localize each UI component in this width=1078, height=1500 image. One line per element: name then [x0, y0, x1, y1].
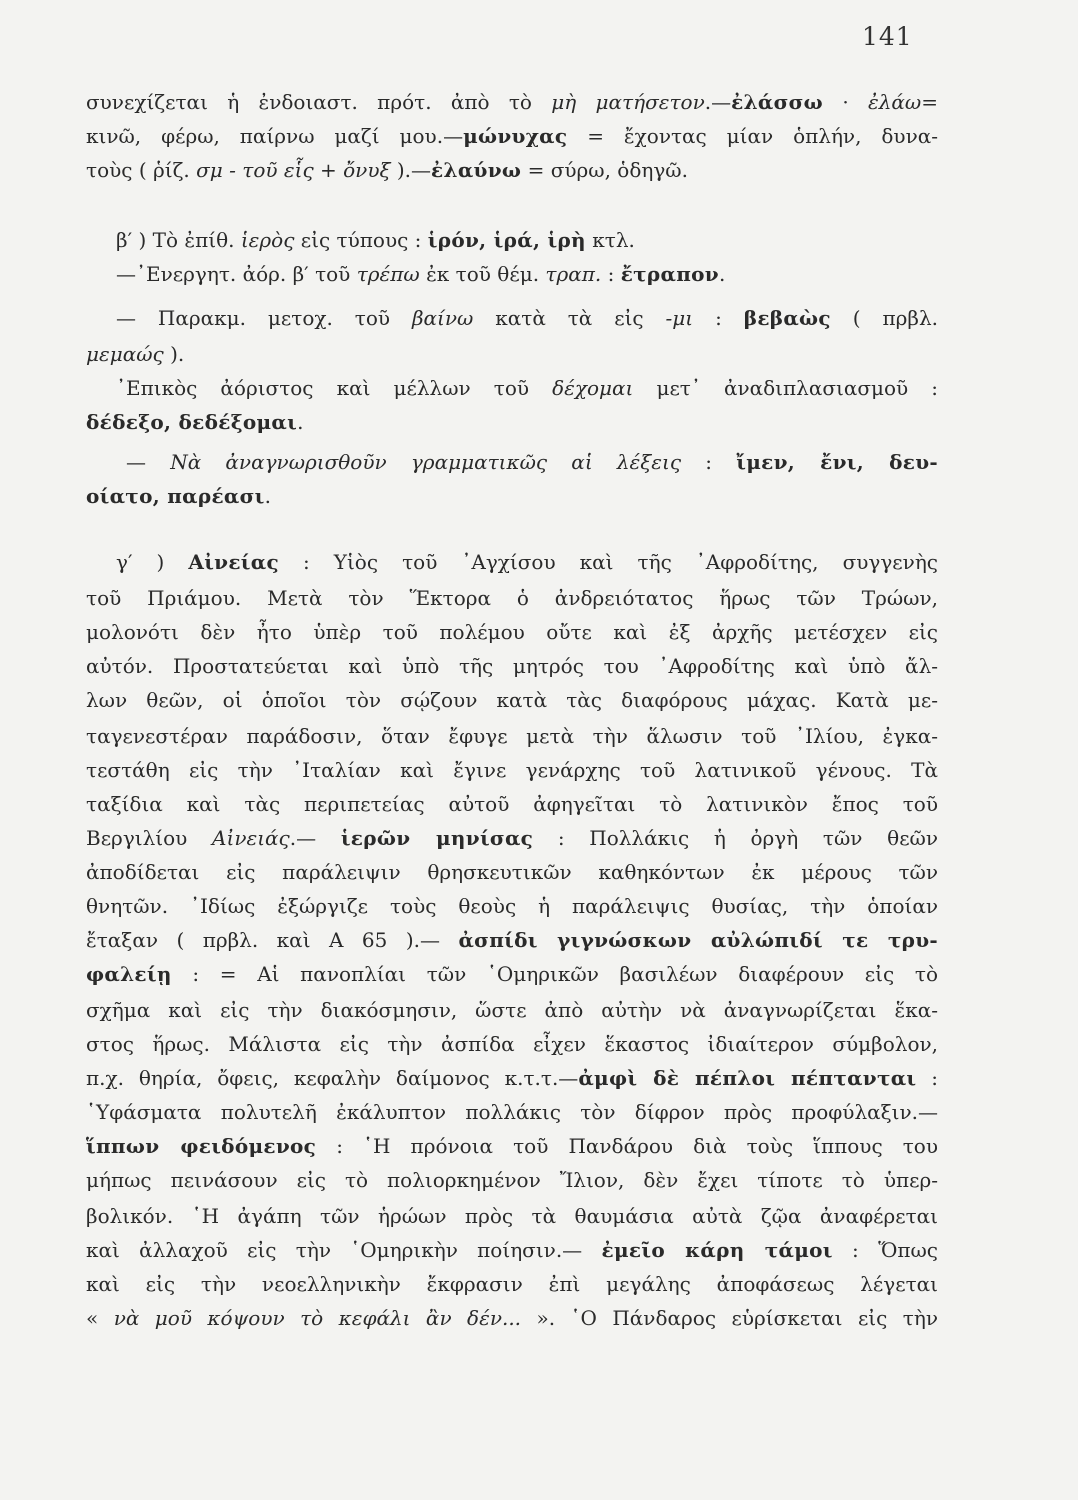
text-line: ἔταξαν ( πρβλ. καὶ Α 65 ).— ἀσπίδι γιγνώσκων αὐλώπιδί τε τρυ-	[86, 928, 938, 952]
text-line: β′ ) Τὸ ἐπίθ. ἱερὸς εἰς τύπους : ἱρόν, ἱρά, ἱρὴ κτλ.	[116, 228, 635, 252]
text-line: ᾿Επικὸς ἀόριστος καὶ μέλλων τοῦ δέχομαι μετ᾿ ἀναδιπλασιασμοῦ :	[116, 376, 938, 400]
text-line: κινῶ, φέρω, παίρνω μαζί μου.—μώνυχας = ἔχοντας μίαν ὁπλήν, δυνα-	[86, 124, 938, 148]
text-line: συνεχίζεται ἡ ἐνδοιαστ. πρότ. ἀπὸ τὸ μὴ ματήσετον.—ἐλάσσω · ἐλάω=	[86, 90, 938, 114]
text-line: στος ἥρως. Μάλιστα εἰς τὴν ἀσπίδα εἶχεν ἕκαστος ἰδιαίτερον σύμβολον,	[86, 1032, 938, 1056]
text-line: λων θεῶν, οἱ ὁποῖοι τὸν σῴζουν κατὰ τὰς διαφόρους μάχας. Κατὰ με-	[86, 688, 938, 712]
text-line: — Νὰ ἀναγνωρισθοῦν γραμματικῶς αἱ λέξεις : ἴμεν, ἔνι, δευ-	[126, 450, 938, 474]
text-line: μεμαώς ).	[86, 342, 185, 366]
text-line: ἀποδίδεται εἰς παράλειψιν θρησκευτικῶν καθηκόντων ἐκ μέρους τῶν	[86, 860, 938, 884]
text-line: ῾Υφάσματα πολυτελῆ ἐκάλυπτον πολλάκις τὸν δίφρον πρὸς προφύλαξιν.—	[86, 1100, 938, 1124]
text-line: τεστάθη εἰς τὴν ᾿Ιταλίαν καὶ ἔγινε γενάρχης τοῦ λατινικοῦ γένους. Τὰ	[86, 758, 938, 782]
text-line: καὶ εἰς τὴν νεοελληνικὴν ἔκφρασιν ἐπὶ μεγάλης ἀποφάσεως λέγεται	[86, 1272, 938, 1296]
text-line: δέδεξο, δεδέξομαι.	[86, 410, 304, 434]
text-line: σχῆμα καὶ εἰς τὴν διακόσμησιν, ὥστε ἀπὸ αὐτὴν νὰ ἀναγνωρίζεται ἕκα-	[86, 998, 938, 1022]
text-line: —᾿Ενεργητ. ἀόρ. β′ τοῦ τρέπω ἐκ τοῦ θέμ. τραπ. : ἔτραπον.	[116, 262, 726, 286]
text-line: ταγενεστέραν παράδοσιν, ὅταν ἔφυγε μετὰ τὴν ἅλωσιν τοῦ ᾿Ιλίου, ἐγκα-	[86, 724, 938, 748]
text-line: π.χ. θηρία, ὄφεις, κεφαλὴν δαίμονος κ.τ.τ.—ἀμφὶ δὲ πέπλοι πέπτανται :	[86, 1066, 938, 1090]
text-line: βολικόν. ῾Η ἀγάπη τῶν ἡρώων πρὸς τὰ θαυμάσια αὐτὰ ζῷα ἀναφέρεται	[86, 1204, 938, 1228]
text-line: καὶ ἀλλαχοῦ εἰς τὴν ῾Ομηρικὴν ποίησιν.— ἐμεῖο κάρη τάμοι : Ὅπως	[86, 1238, 938, 1262]
text-line: μολονότι δὲν ἦτο ὑπὲρ τοῦ πολέμου οὔτε καὶ ἐξ ἀρχῆς μετέσχεν εἰς	[86, 620, 938, 644]
page-number: 141	[862, 22, 913, 51]
text-line: αὐτόν. Προστατεύεται καὶ ὑπὸ τῆς μητρός του ᾿Αφροδίτης καὶ ὑπὸ ἄλ-	[86, 654, 938, 678]
text-line: γ′ ) Αἰνείας : Υἱὸς τοῦ ᾿Αγχίσου καὶ τῆς ᾿Αφροδίτης, συγγενὴς	[116, 550, 938, 574]
text-line: τοῦ Πριάμου. Μετὰ τὸν Ἕκτορα ὁ ἀνδρειότατος ἥρως τῶν Τρώων,	[86, 586, 938, 610]
text-line: Βεργιλίου Αἰνειάς.— ἱερῶν μηνίσας : Πολλάκις ἡ ὀργὴ τῶν θεῶν	[86, 826, 938, 850]
text-line: φαλείῃ : = Αἱ πανοπλίαι τῶν ῾Ομηρικῶν βασιλέων διαφέρουν εἰς τὸ	[86, 962, 938, 986]
text-line: « νὰ μοῦ κόψουν τὸ κεφάλι ἂν δέν... ». ῾Ο Πάνδαρος εὑρίσκεται εἰς τὴν	[86, 1306, 938, 1330]
text-line: ταξίδια καὶ τὰς περιπετείας αὐτοῦ ἀφηγεῖται τὸ λατινικὸν ἔπος τοῦ	[86, 792, 938, 816]
text-line: οίατο, παρέασι.	[86, 484, 271, 508]
text-line: μήπως πεινάσουν εἰς τὸ πολιορκημένον Ἴλιον, δὲν ἔχει τίποτε τὸ ὑπερ-	[86, 1168, 938, 1192]
text-line: θνητῶν. ᾿Ιδίως ἐξώργιζε τοὺς θεοὺς ἡ παράλειψις θυσίας, τὴν ὁποίαν	[86, 894, 938, 918]
text-line: τοὺς ( ῥίζ. σμ - τοῦ εἷς + ὄνυξ ).—ἐλαύνω = σύρω, ὁδηγῶ.	[86, 158, 688, 182]
text-line: ἵππων φειδόμενος : ῾Η πρόνοια τοῦ Πανδάρου διὰ τοὺς ἵππους του	[86, 1134, 938, 1158]
text-line: — Παρακμ. μετοχ. τοῦ βαίνω κατὰ τὰ εἰς -μι : βεβαὼς ( πρβλ.	[116, 306, 938, 330]
